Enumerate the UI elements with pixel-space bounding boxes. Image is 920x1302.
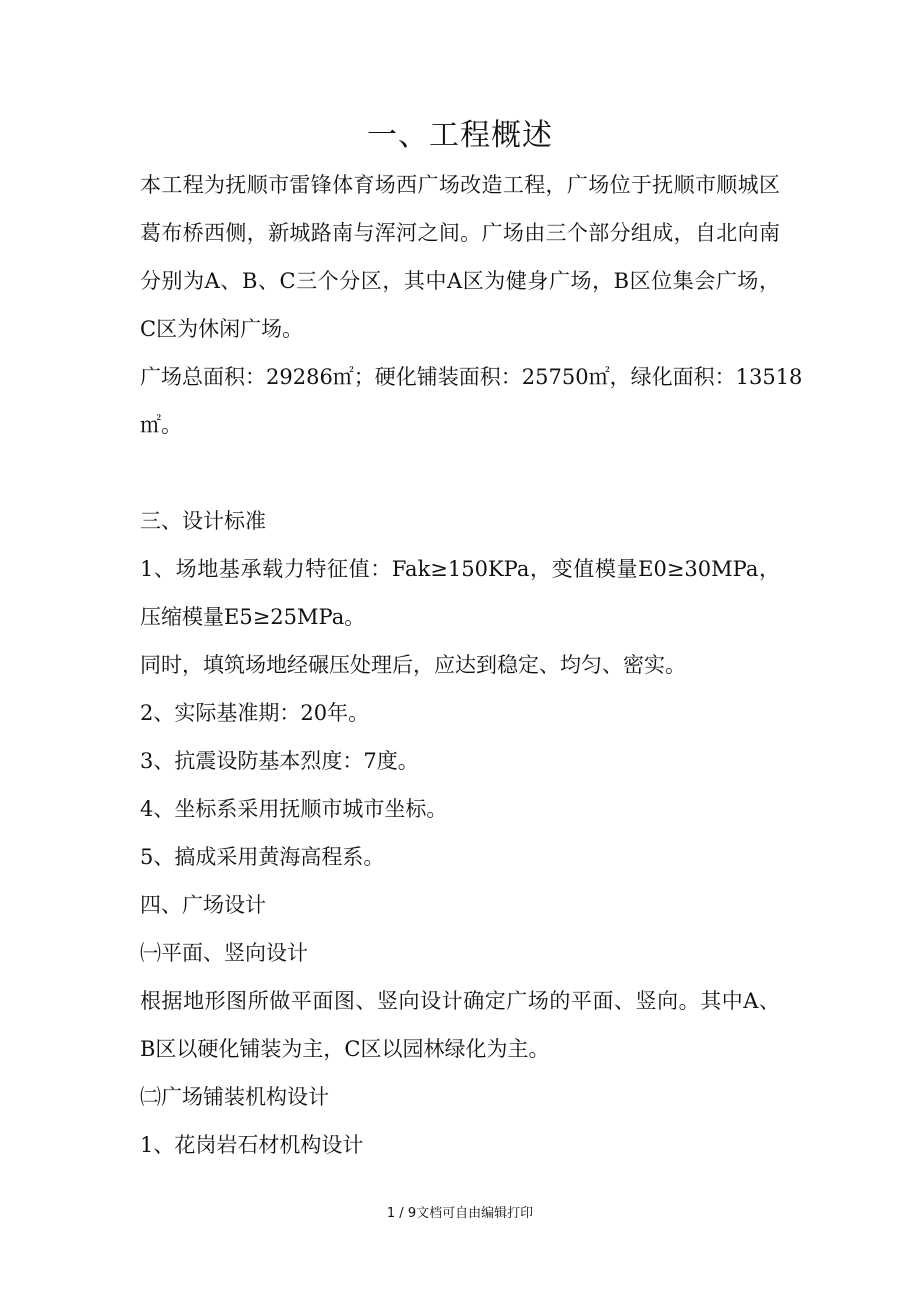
standard-line-3: 同时，填筑场地经碾压处理后，应达到稳定、均匀、密实。: [140, 653, 686, 677]
standard-line-2: 压缩模量E5≥25MPa。: [140, 605, 366, 629]
plan-line-2: B区以硬化铺装为主，C区以园林绿化为主。: [140, 1037, 550, 1061]
standard-line-6: 4、坐标系采用抚顺市城市坐标。: [140, 797, 448, 821]
subsection-heading-paving: ㈡广场铺装机构设计: [140, 1085, 329, 1109]
overview-line-4: C区为休闲广场。: [140, 317, 304, 341]
standard-line-7: 5、搞成采用黄海高程系。: [140, 845, 385, 869]
page-title: 一、工程概述: [367, 118, 553, 153]
plan-line-1: 根据地形图所做平面图、竖向设计确定广场的平面、竖向。其中A、: [140, 989, 780, 1013]
page-footer: 1 / 9文档可自由编辑打印: [386, 1206, 534, 1221]
section-heading-design-standards: 三、设计标准: [140, 509, 266, 533]
overview-line-1: 本工程为抚顺市雷锋体育场西广场改造工程，广场位于抚顺市顺城区: [140, 173, 780, 197]
standard-line-1: 1、场地基承载力特征值：Fak≥150KPa，变值模量E0≥30MPa，: [140, 557, 780, 581]
paving-item-1: 1、花岗岩石材机构设计: [140, 1133, 364, 1157]
standard-line-4: 2、实际基准期：20年。: [140, 701, 370, 725]
area-line-2: ㎡。: [140, 413, 182, 437]
section-heading-plaza-design: 四、广场设计: [140, 893, 266, 917]
overview-line-2: 葛布桥西侧，新城路南与浑河之间。广场由三个部分组成，自北向南: [140, 221, 780, 245]
standard-line-5: 3、抗震设防基本烈度：7度。: [140, 749, 419, 773]
area-line-1: 广场总面积：29286㎡；硬化铺装面积：25750㎡，绿化面积：13518: [140, 365, 803, 389]
subsection-heading-plan-vertical: ㈠平面、竖向设计: [140, 941, 308, 965]
overview-line-3: 分别为A、B、C三个分区，其中A区为健身广场，B区位集会广场，: [140, 269, 780, 293]
